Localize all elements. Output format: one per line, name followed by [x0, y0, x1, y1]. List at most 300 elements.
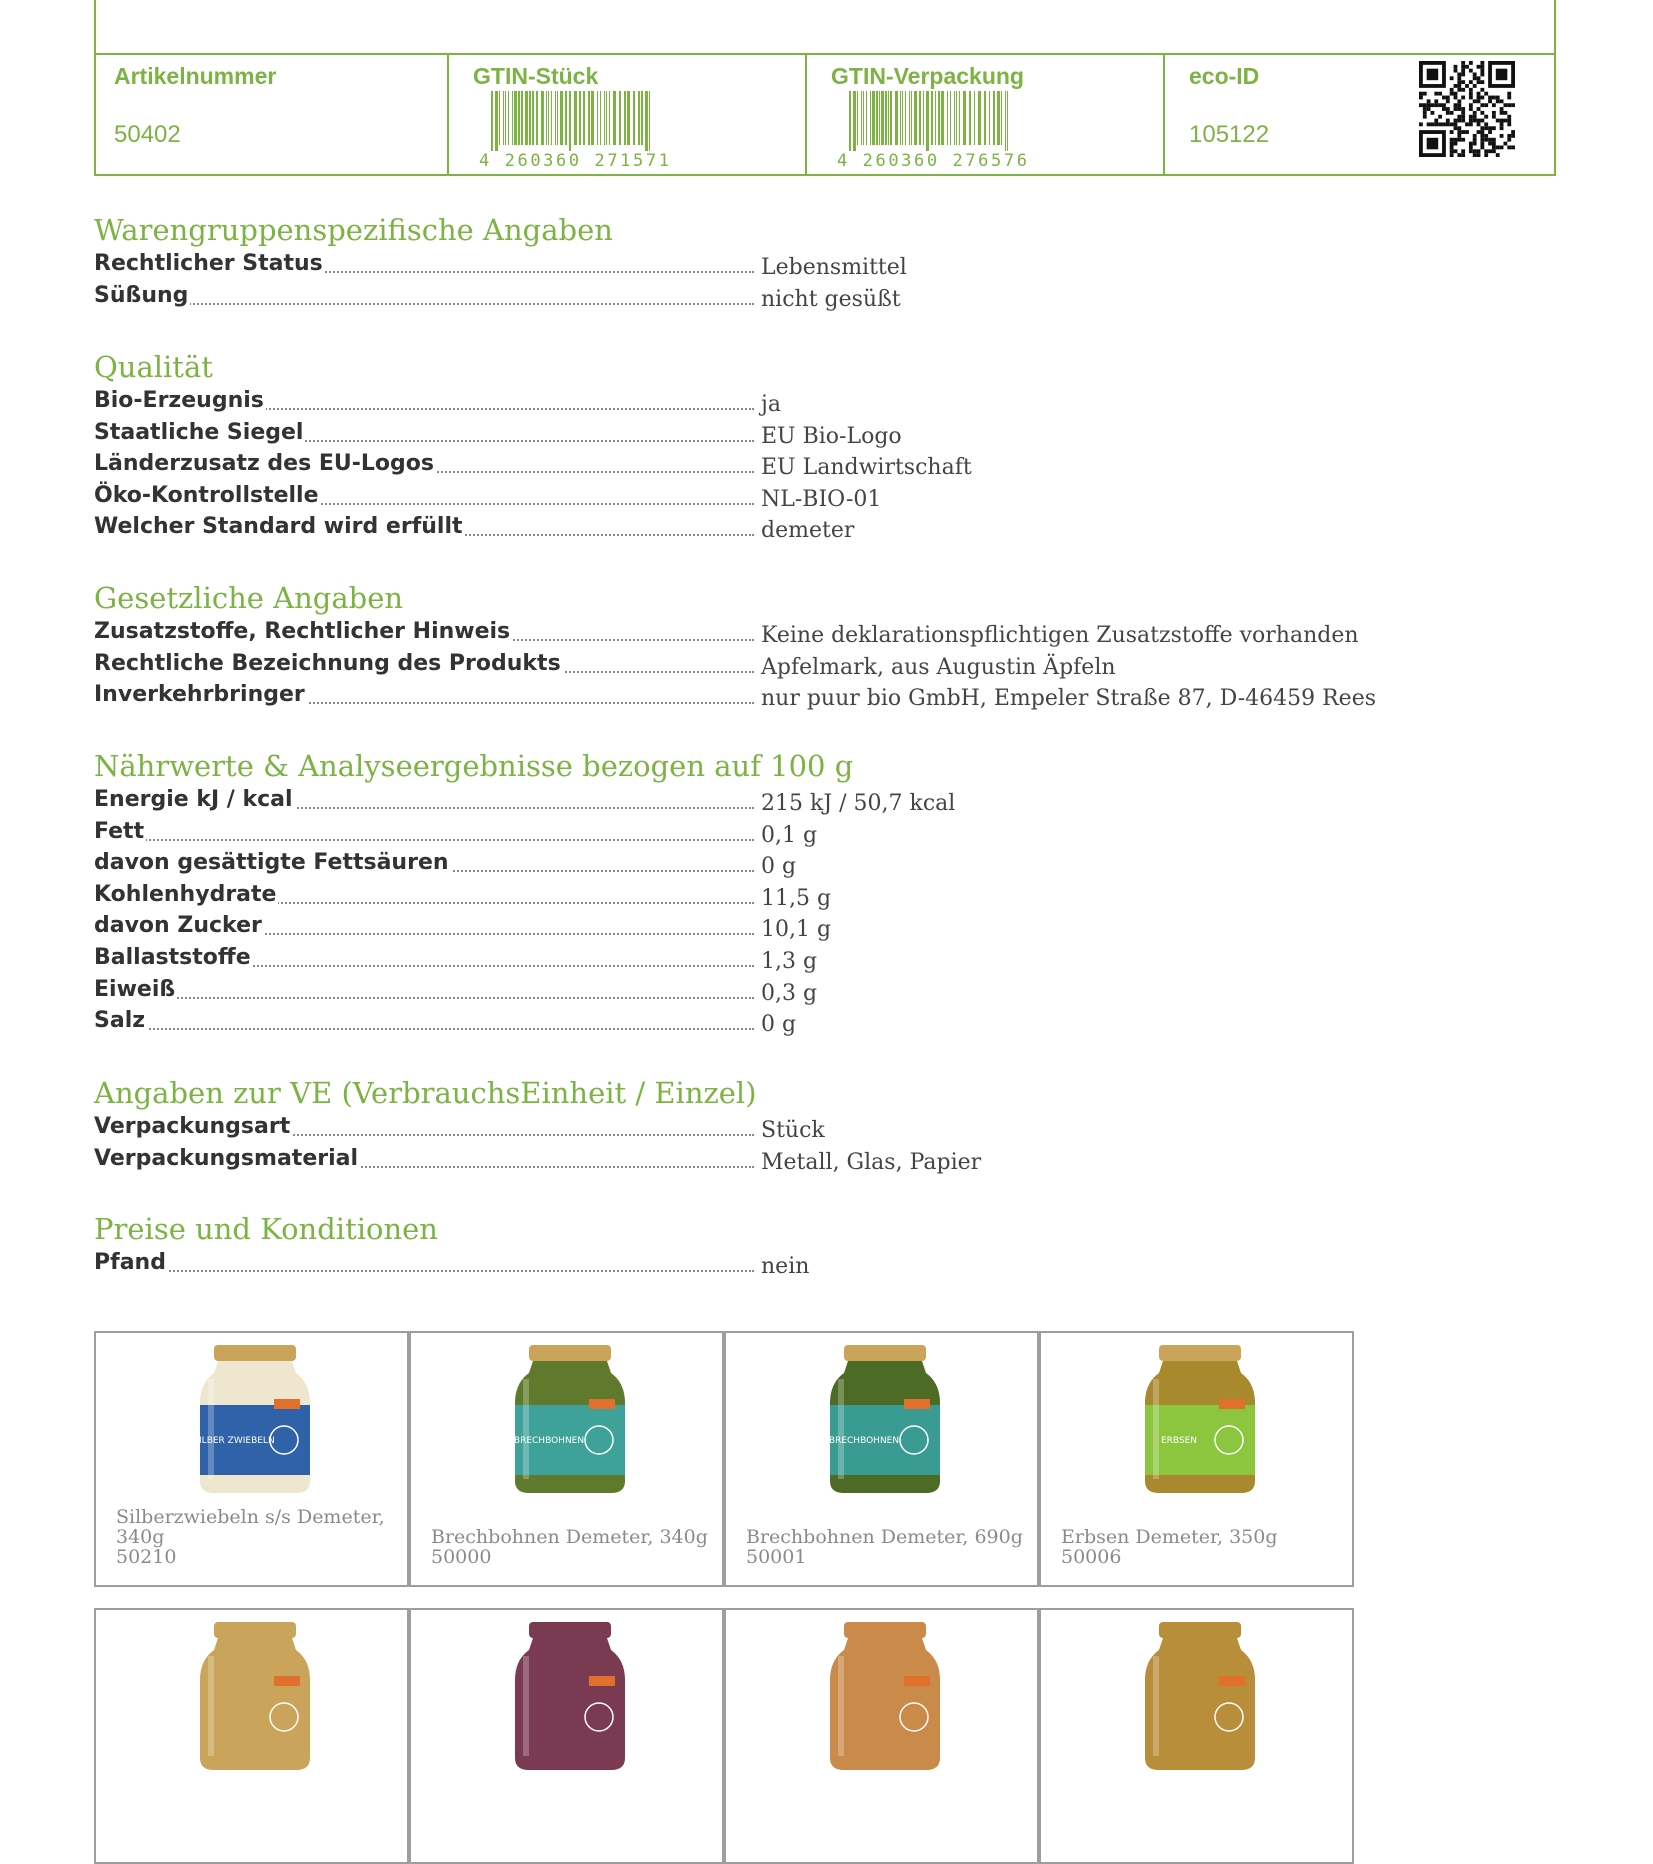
qr-module: [1450, 149, 1454, 153]
barcode-bar: [978, 91, 981, 145]
qr-module: [1457, 119, 1461, 123]
spec-row: [94, 679, 1394, 711]
qr-module: [1488, 142, 1492, 146]
jar-shine: [208, 1379, 214, 1479]
qr-module: [1446, 122, 1450, 126]
qr-module: [1427, 103, 1431, 107]
spec-label-wrap: [94, 784, 754, 815]
spec-label-wrap: [94, 942, 754, 973]
barcode-bar: [529, 91, 531, 145]
jar-lid: [214, 1345, 296, 1361]
qr-module: [1469, 145, 1473, 149]
barcode-bar: [499, 91, 500, 145]
section: [94, 349, 1394, 543]
qr-module: [1450, 153, 1454, 157]
spec-row: [94, 448, 1394, 480]
barcode-bar: [583, 91, 585, 145]
qr-module: [1465, 122, 1469, 126]
product-number: 50001: [746, 1546, 807, 1568]
qr-module: [1457, 80, 1461, 84]
barcode-bar: [905, 91, 906, 145]
section-title: Nährwerte & Analyseergebnisse bezogen auf 100 g: [94, 749, 854, 783]
barcode-bar: [909, 91, 910, 145]
barcode-bar: [588, 91, 590, 145]
qr-module: [1488, 126, 1492, 130]
qr-module: [1507, 103, 1511, 107]
qr-module: [1473, 84, 1477, 88]
qr-module: [1488, 149, 1492, 153]
qr-module: [1492, 126, 1496, 130]
barcode-bar: [495, 91, 498, 153]
barcode-bar: [914, 91, 917, 145]
spec-row: [94, 974, 1394, 1006]
qr-module: [1484, 126, 1488, 130]
qr-module: [1473, 111, 1477, 115]
qr-module: [1480, 73, 1484, 77]
spec-row: [94, 1111, 1394, 1143]
jar-label-text: SILBER ZWIEBELN: [196, 1436, 275, 1446]
artikelnummer-value: 50402: [114, 121, 181, 148]
barcode-bar: [997, 91, 1000, 145]
spec-label-wrap: [94, 385, 754, 416]
qr-module: [1484, 138, 1488, 142]
spec-label: Kohlenhydrate: [94, 881, 277, 907]
barcode-bar: [890, 91, 892, 145]
qr-module: [1454, 96, 1458, 100]
qr-module: [1488, 96, 1492, 100]
qr-module: [1480, 96, 1484, 100]
spec-value: 0 g: [761, 1012, 797, 1038]
product-number: 50006: [1061, 1546, 1122, 1568]
qr-module: [1454, 126, 1458, 130]
spec-label-wrap: [94, 910, 754, 941]
barcode-bar: [1007, 91, 1008, 153]
qr-module: [1450, 111, 1454, 115]
qr-module: [1477, 119, 1481, 123]
qr-module: [1419, 103, 1423, 107]
product-jar-image: [826, 1620, 944, 1772]
qr-module: [1461, 111, 1465, 115]
spec-label: Süßung: [94, 282, 189, 308]
product-card[interactable]: [1039, 1331, 1354, 1587]
spec-label-wrap: [94, 1111, 754, 1142]
barcode-bar: [525, 91, 528, 145]
spec-value: 0 g: [761, 854, 797, 880]
qr-module: [1480, 80, 1484, 84]
qr-module: [1503, 111, 1507, 115]
barcode-bar: [512, 91, 513, 145]
spec-row: [94, 248, 1394, 280]
qr-module: [1446, 107, 1450, 111]
barcode-bar: [895, 91, 898, 145]
demeter-badge: [274, 1676, 300, 1686]
product-card[interactable]: [724, 1331, 1039, 1587]
qr-module: [1473, 76, 1477, 80]
qr-module: [1457, 134, 1461, 138]
barcode-bar: [1005, 91, 1006, 153]
jar-shine: [208, 1656, 214, 1756]
qr-module: [1450, 142, 1454, 146]
qr-module: [1477, 76, 1481, 80]
qr-module: [1419, 92, 1423, 96]
qr-module: [1469, 115, 1473, 119]
section: [94, 580, 1394, 711]
qr-module: [1492, 149, 1496, 153]
jar-label: [515, 1682, 625, 1752]
qr-module: [1457, 153, 1461, 157]
qr-module: [1431, 111, 1435, 115]
spec-value: 1,3 g: [761, 948, 818, 974]
jar-shine: [838, 1379, 844, 1479]
qr-module: [1469, 107, 1473, 111]
gtin-verpackung-cell: [805, 55, 1163, 176]
barcode-bar: [569, 91, 571, 153]
barcode-bar: [984, 91, 986, 145]
barcode-bar: [866, 91, 867, 145]
qr-module: [1423, 111, 1427, 115]
barcode-bar: [919, 91, 921, 145]
qr-module: [1442, 107, 1446, 111]
jar-lid: [214, 1622, 296, 1638]
barcode-bar: [609, 91, 610, 145]
qr-module: [1473, 134, 1477, 138]
product-card[interactable]: [724, 1608, 1039, 1864]
gtin-stueck-label: GTIN-Stück: [473, 63, 599, 89]
spec-value: demeter: [761, 518, 855, 544]
spec-label-wrap: [94, 417, 754, 448]
spec-value: 10,1 g: [761, 917, 832, 943]
barcode-bar: [606, 91, 607, 145]
spec-value: 0,1 g: [761, 822, 818, 848]
qr-module: [1427, 138, 1439, 150]
jar-lid: [529, 1622, 611, 1638]
barcode-bar: [503, 91, 504, 145]
barcode-bar: [546, 91, 547, 145]
spec-label: Rechtlicher Status: [94, 251, 323, 276]
qr-module: [1446, 96, 1450, 100]
barcode-bar: [963, 91, 966, 145]
qr-module: [1480, 126, 1484, 130]
product-jar-image: [196, 1620, 314, 1772]
qr-module: [1480, 103, 1484, 107]
qr-module: [1473, 149, 1477, 153]
qr-module: [1488, 138, 1492, 142]
qr-module: [1477, 122, 1481, 126]
qr-module: [1469, 122, 1473, 126]
spec-label-wrap: [94, 1247, 754, 1278]
product-name: Brechbohnen Demeter, 690g: [746, 1526, 1023, 1548]
qr-module: [1450, 92, 1454, 96]
spec-value: EU Bio-Logo: [761, 423, 902, 449]
jar-shine: [838, 1656, 844, 1756]
qr-module: [1450, 138, 1454, 142]
qr-module: [1480, 61, 1484, 65]
barcode-bar: [911, 91, 912, 145]
top-strip: [96, 0, 1554, 55]
qr-module: [1465, 65, 1469, 69]
section: [94, 212, 1394, 311]
qr-module: [1503, 119, 1507, 123]
qr-module: [1434, 103, 1438, 107]
gtin-verpackung-digits: 4 260360 276576: [837, 151, 1030, 171]
qr-module: [1457, 115, 1461, 119]
jar-shine: [523, 1656, 529, 1756]
qr-module: [1450, 88, 1454, 92]
qr-module: [1469, 88, 1473, 92]
jar-lid: [1159, 1345, 1241, 1361]
qr-module: [1461, 61, 1465, 65]
spec-label: Fett: [94, 818, 145, 844]
barcode-bar: [645, 91, 648, 153]
spec-label: Salz: [94, 1008, 146, 1034]
barcode-bar: [591, 91, 594, 145]
qr-module: [1477, 107, 1481, 111]
barcode-bar: [1001, 91, 1002, 145]
qr-module: [1480, 134, 1484, 138]
qr-module: [1454, 119, 1458, 123]
spec-label: Pfand: [94, 1250, 166, 1275]
qr-module: [1484, 134, 1488, 138]
qr-module: [1454, 84, 1458, 88]
spec-value: Apfelmark, aus Augustin Äpfeln: [761, 654, 1116, 680]
qr-module: [1457, 126, 1461, 130]
qr-module: [1461, 149, 1465, 153]
section: [94, 1075, 1394, 1174]
product-card[interactable]: [409, 1608, 724, 1864]
qr-module: [1507, 115, 1511, 119]
qr-module: [1473, 73, 1477, 77]
barcode-bar: [931, 91, 933, 145]
qr-module: [1419, 96, 1423, 100]
qr-module: [1511, 134, 1515, 138]
spec-row: [94, 1247, 1394, 1279]
barcode-bar: [619, 91, 621, 145]
barcode-bar: [541, 91, 544, 145]
section-title: Preise und Konditionen: [94, 1212, 438, 1246]
product-jar-image: [826, 1343, 944, 1495]
artikelnummer-cell: [96, 55, 447, 176]
identification-box: [94, 0, 1556, 176]
qr-module: [1434, 122, 1438, 126]
product-card[interactable]: [1039, 1608, 1354, 1864]
spec-row: [94, 648, 1394, 680]
spec-row: [94, 847, 1394, 879]
spec-label-wrap: [94, 511, 754, 542]
barcode-bar: [861, 91, 862, 145]
barcode-bar: [633, 91, 635, 145]
spec-row: [94, 417, 1394, 449]
product-name: Brechbohnen Demeter, 340g: [431, 1526, 708, 1548]
qr-module: [1454, 122, 1458, 126]
qr-module: [1438, 115, 1442, 119]
qr-module: [1480, 111, 1484, 115]
spec-value: EU Landwirtschaft: [761, 455, 972, 481]
qr-module: [1473, 138, 1477, 142]
section-title: Warengruppenspezifische Angaben: [94, 213, 613, 247]
qr-module: [1457, 76, 1461, 80]
qr-module: [1496, 69, 1508, 81]
barcode-bar: [888, 91, 889, 145]
qr-module: [1454, 69, 1458, 73]
qr-module: [1477, 65, 1481, 69]
spec-label: Zusatzstoffe, Rechtlicher Hinweis: [94, 619, 511, 644]
qr-module: [1454, 92, 1458, 96]
barcode-bar: [613, 91, 616, 145]
qr-module: [1511, 103, 1515, 107]
product-number: 50210: [116, 1546, 177, 1568]
spec-label: Welcher Standard wird erfüllt: [94, 514, 463, 540]
barcode-bar: [579, 91, 581, 145]
barcode-bar: [532, 91, 534, 145]
qr-module: [1500, 145, 1504, 149]
spec-label-wrap: [94, 480, 754, 511]
qr-module: [1492, 142, 1496, 146]
spec-label-wrap: [94, 280, 754, 311]
qr-module: [1457, 138, 1461, 142]
spec-row: [94, 879, 1394, 911]
qr-module: [1461, 88, 1465, 92]
qr-module: [1507, 138, 1511, 142]
jar-lid: [1159, 1622, 1241, 1638]
qr-module: [1450, 76, 1454, 80]
qr-module: [1500, 122, 1504, 126]
qr-module: [1492, 145, 1496, 149]
gtin-verpackung-barcode: [847, 91, 1011, 153]
qr-module: [1446, 111, 1450, 115]
barcode-bar: [597, 91, 598, 145]
qr-module: [1427, 99, 1431, 103]
gtin-stueck-barcode: [489, 91, 653, 153]
spec-row: [94, 280, 1394, 312]
spec-value: nur puur bio GmbH, Empeler Straße 87, D-46459 Rees: [761, 686, 1377, 712]
qr-module: [1477, 92, 1481, 96]
gtin-stueck-cell: [447, 55, 805, 176]
section-title: Angaben zur VE (VerbrauchsEinheit / Einzel): [94, 1076, 757, 1110]
qr-module: [1496, 145, 1500, 149]
qr-module: [1469, 103, 1473, 107]
spec-label-wrap: [94, 847, 754, 878]
qr-module: [1461, 107, 1465, 111]
spec-label-wrap: [94, 1005, 754, 1036]
jar-lid: [844, 1345, 926, 1361]
qr-module: [1500, 119, 1504, 123]
qr-module: [1454, 142, 1458, 146]
spec-label-wrap: [94, 616, 754, 647]
qr-module: [1492, 96, 1496, 100]
qr-module: [1473, 142, 1477, 146]
product-jar-image: [1141, 1620, 1259, 1772]
product-number: 50000: [431, 1546, 492, 1568]
jar-label: [1145, 1682, 1255, 1752]
barcode-bar: [551, 91, 552, 145]
product-card[interactable]: [409, 1331, 724, 1587]
qr-module: [1423, 103, 1427, 107]
demeter-badge: [589, 1676, 615, 1686]
qr-module: [1496, 99, 1500, 103]
spec-value: Lebensmittel: [761, 255, 907, 280]
spec-row: [94, 1005, 1394, 1037]
spec-label: Energie kJ / kcal: [94, 787, 293, 812]
spec-row: [94, 816, 1394, 848]
spec-label-wrap: [94, 679, 754, 710]
qr-module: [1457, 103, 1461, 107]
qr-module: [1457, 73, 1461, 77]
spec-value: ja: [761, 392, 781, 417]
qr-module: [1454, 65, 1458, 69]
spec-label-wrap: [94, 879, 754, 910]
qr-module: [1484, 115, 1488, 119]
qr-module: [1477, 153, 1481, 157]
qr-module: [1480, 145, 1484, 149]
product-jar-image: [196, 1343, 314, 1495]
spec-label: Rechtliche Bezeichnung des Produkts: [94, 650, 561, 676]
spec-value: 215 kJ / 50,7 kcal: [761, 791, 956, 816]
demeter-badge: [1219, 1676, 1245, 1686]
qr-module: [1461, 65, 1465, 69]
qr-module: [1423, 107, 1427, 111]
qr-module: [1438, 92, 1442, 96]
spec-label-wrap: [94, 648, 754, 679]
demeter-badge: [904, 1399, 930, 1409]
qr-module: [1492, 111, 1496, 115]
product-card[interactable]: [94, 1608, 409, 1864]
qr-module: [1503, 142, 1507, 146]
product-card[interactable]: [94, 1331, 409, 1587]
qr-module: [1473, 119, 1477, 123]
qr-module: [1511, 145, 1515, 149]
section-title: Qualität: [94, 350, 213, 384]
qr-module: [1450, 122, 1454, 126]
spec-row: [94, 910, 1394, 942]
jar-lid: [529, 1345, 611, 1361]
jar-shine: [1153, 1379, 1159, 1479]
qr-module: [1511, 130, 1515, 134]
demeter-badge: [1219, 1399, 1245, 1409]
qr-module: [1423, 92, 1427, 96]
qr-module: [1477, 80, 1481, 84]
barcode-bar: [857, 91, 858, 145]
barcode-bar: [950, 91, 951, 145]
barcode-bar: [959, 91, 960, 145]
product-jar-image: [1141, 1343, 1259, 1495]
spec-label: Länderzusatz des EU-Logos: [94, 451, 434, 477]
qr-module: [1469, 80, 1473, 84]
barcode-bar: [557, 91, 558, 145]
barcode-bar: [641, 91, 643, 145]
jar-label-text: BRECHBOHNEN: [513, 1436, 585, 1446]
qr-module: [1427, 107, 1431, 111]
spec-value: Keine deklarationspflichtigen Zusatzstoffe vorhanden: [761, 623, 1359, 648]
product-caption: [746, 1527, 1026, 1567]
spec-label-wrap: [94, 816, 754, 847]
jar-label-text: ERBSEN: [1160, 1436, 1198, 1446]
qr-module: [1480, 65, 1484, 69]
spec-label: Verpackungsart: [94, 1114, 291, 1139]
barcode-bar: [604, 91, 605, 145]
barcode-bar: [885, 91, 887, 145]
barcode-bar: [505, 91, 506, 145]
product-jar-image: [511, 1343, 629, 1495]
qr-module: [1446, 119, 1450, 123]
spec-label: Verpackungsmaterial: [94, 1145, 359, 1171]
qr-module: [1469, 96, 1473, 100]
qr-module: [1461, 138, 1465, 142]
qr-module: [1427, 69, 1439, 81]
qr-module: [1500, 107, 1504, 111]
barcode-bar: [881, 91, 884, 145]
qr-module: [1423, 115, 1427, 119]
barcode-bar: [935, 91, 936, 145]
